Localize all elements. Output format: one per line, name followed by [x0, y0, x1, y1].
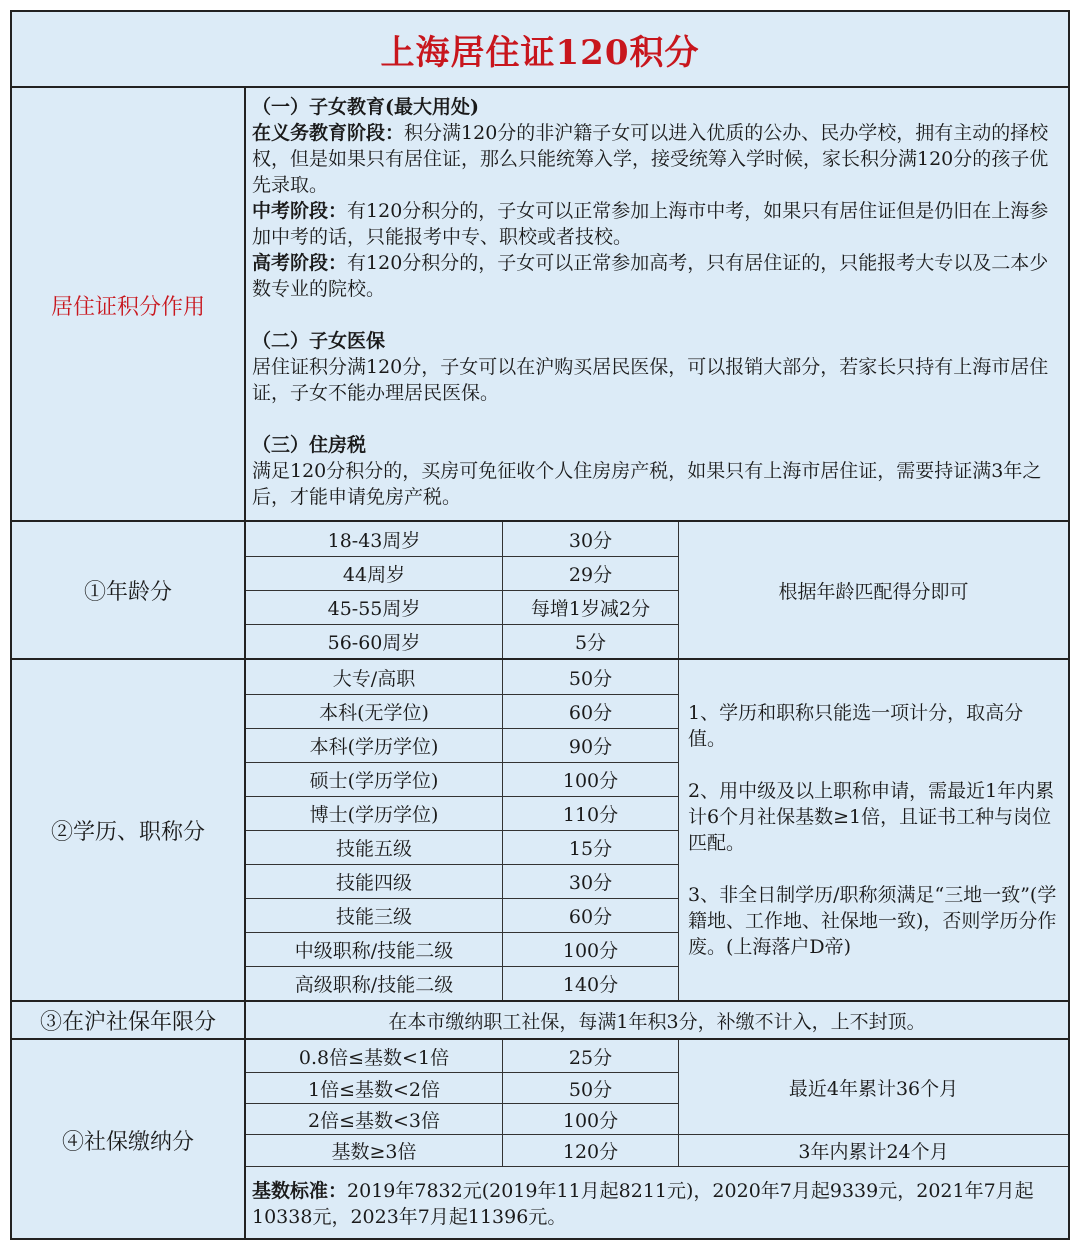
- usage-content: [252, 94, 1062, 518]
- edu-score: 15分: [568, 838, 613, 860]
- points-table: [10, 10, 1070, 1240]
- age-label: ①年龄分: [83, 579, 172, 605]
- base-range: 2倍≤基数<3倍: [307, 1109, 441, 1132]
- edu-item: 大专/高职: [332, 667, 416, 690]
- edu-item: 博士(学历学位): [309, 804, 439, 826]
- age-score: 每增1岁减2分: [530, 598, 651, 620]
- age-range: 44周岁: [342, 564, 406, 586]
- age-score: 29分: [568, 564, 613, 586]
- edu-score: 60分: [568, 906, 613, 928]
- edu-score: 30分: [568, 872, 613, 894]
- edu-item: 本科(无学位): [319, 702, 429, 724]
- base-score: 50分: [568, 1078, 613, 1101]
- age-range: 18-43周岁: [327, 529, 421, 552]
- edu-score: 90分: [568, 736, 613, 758]
- social-pay-note-b: 3年内累计24个月: [798, 1141, 949, 1163]
- base-range: 基数≥3倍: [331, 1141, 417, 1163]
- social-years-label: ③在沪社保年限分: [39, 1009, 216, 1035]
- age-note: 根据年龄匹配得分即可: [778, 580, 969, 603]
- edu-item: 硕士(学历学位): [309, 770, 439, 792]
- age-range: 56-60周岁: [327, 632, 421, 654]
- edu-item: 技能四级: [335, 872, 412, 894]
- edu-item: 技能三级: [335, 906, 412, 928]
- social-years-text: 在本市缴纳职工社保，每满1年积3分，补缴不计入，上不封顶。: [388, 1010, 926, 1033]
- section-education-heading: （一）子女教育(最大用处): [252, 96, 479, 118]
- age-score: 5分: [574, 632, 607, 654]
- edu-note-2: 2、用中级及以上职称申请，需最近1年内累计6个月社保基数≥1倍，且证书工种与岗位匹配。: [688, 780, 1055, 854]
- zhongkao-paragraph: 中考阶段：有120分积分的，子女可以正常参加上海市中考，如果只有居住证但是仍旧在上海参加中考的话，只能报考中专、职校或者技校。: [252, 200, 1049, 248]
- section-medical-heading: （二）子女医保: [252, 330, 386, 352]
- base-range: 1倍≤基数<2倍: [307, 1078, 441, 1101]
- edu-item: 本科(学历学位): [309, 736, 439, 758]
- base-score: 120分: [562, 1141, 619, 1163]
- social-pay-label: ④社保缴纳分: [61, 1129, 194, 1155]
- education-label: ②学历、职称分: [50, 819, 205, 845]
- page-title: 上海居住证120积分: [12, 12, 1068, 88]
- edu-score: 50分: [568, 667, 613, 690]
- education-notes: [680, 700, 1068, 996]
- age-score: 30分: [568, 529, 613, 552]
- base-score: 25分: [568, 1046, 613, 1069]
- edu-item: 高级职称/技能二级: [294, 974, 454, 996]
- edu-item: 中级职称/技能二级: [294, 940, 454, 962]
- compulsory-edu-paragraph: 在义务教育阶段：积分满120分的非沪籍子女可以进入优质的公办、民办学校，拥有主动的择校权，但是如果只有居住证，那么只能统筹入学，接受统筹入学时候，家长积分满120分的孩子优先录取。: [252, 122, 1049, 196]
- edu-score: 60分: [568, 702, 613, 724]
- edu-item: 技能五级: [335, 838, 412, 860]
- section-housing-heading: （三）住房税: [252, 434, 367, 456]
- usage-label: 居住证积分作用: [50, 294, 205, 320]
- housing-paragraph: 满足120分积分的，买房可免征收个人住房房产税，如果只有上海市居住证，需要持证满3年之后，才能申请免房产税。: [252, 460, 1042, 508]
- gaokao-paragraph: 高考阶段：有120分积分的，子女可以正常参加高考，只有居住证的，只能报考大专以及二本少数专业的院校。: [252, 252, 1049, 300]
- base-score: 100分: [562, 1109, 619, 1132]
- edu-note-3: 3、非全日制学历/职称须满足“三地一致”(学籍地、工作地、社保地一致)，否则学历分作废。(上海落户D帝): [688, 884, 1057, 958]
- edu-score: 100分: [562, 940, 619, 962]
- edu-score: 100分: [562, 770, 619, 792]
- edu-score: 140分: [562, 974, 619, 996]
- age-range: 45-55周岁: [327, 598, 421, 620]
- edu-note-1: 1、学历和职称只能选一项计分，取高分值。: [688, 702, 1024, 750]
- base-range: 0.8倍≤基数<1倍: [298, 1046, 450, 1069]
- social-pay-note-a: 最近4年累计36个月: [788, 1077, 959, 1100]
- medical-paragraph: 居住证积分满120分，子女可以在沪购买居民医保，可以报销大部分，若家长只持有上海市居住证，子女不能办理居民医保。: [252, 356, 1049, 404]
- base-standard: 基数标准：2019年7832元(2019年11月起8211元)，2020年7月起9339元，2021年7月起10338元，2023年7月起11396元。: [252, 1180, 1034, 1228]
- edu-score: 110分: [562, 804, 619, 826]
